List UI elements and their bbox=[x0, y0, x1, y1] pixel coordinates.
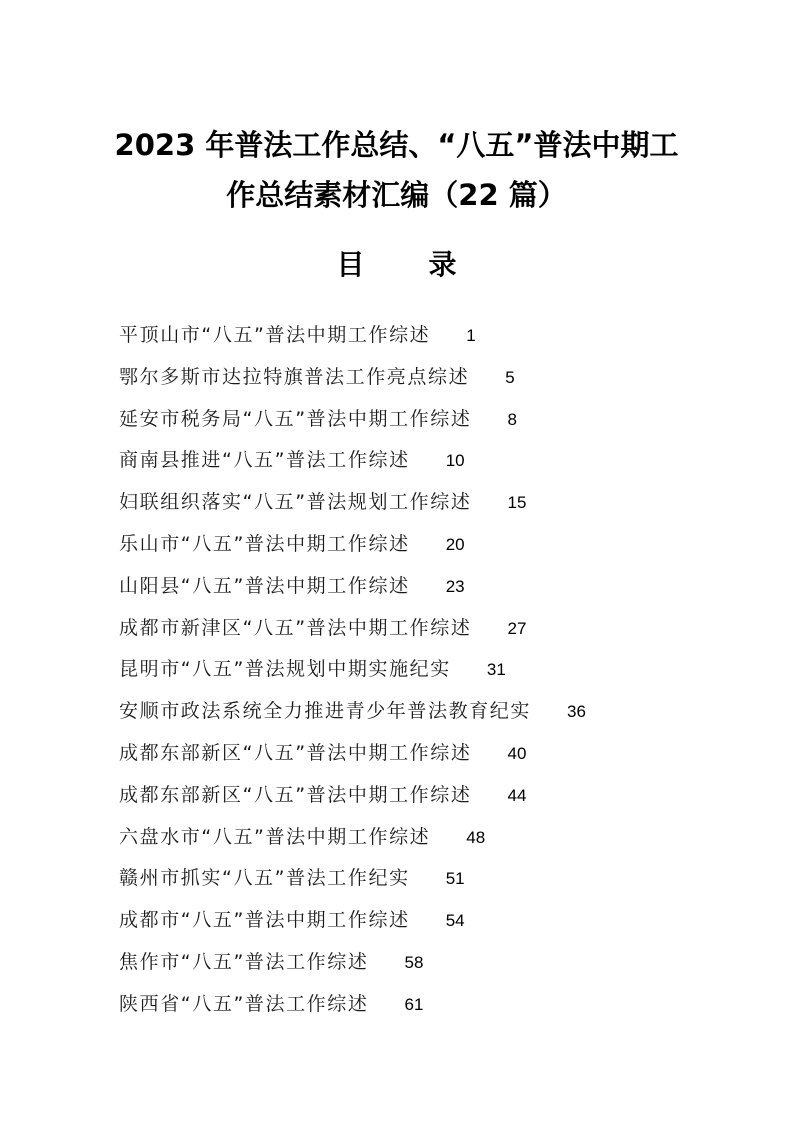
toc-entry-title: 乐山市“八五”普法中期工作综述 bbox=[119, 532, 410, 555]
toc-entry-page: 44 bbox=[507, 785, 527, 805]
toc-entry-title: 成都市“八五”普法中期工作综述 bbox=[119, 909, 410, 932]
toc-entry[interactable] bbox=[119, 443, 759, 485]
toc-entry[interactable] bbox=[119, 694, 759, 736]
toc-entry-title: 陕西省“八五”普法工作综述 bbox=[119, 992, 369, 1015]
toc-entry-title: 妇联组织落实“八五”普法规划工作综述 bbox=[119, 491, 472, 514]
toc-entry[interactable] bbox=[119, 652, 759, 694]
toc-entry[interactable] bbox=[119, 903, 759, 945]
toc-entry-page: 48 bbox=[466, 827, 486, 847]
toc-entry[interactable] bbox=[119, 569, 759, 611]
toc-entry-page: 54 bbox=[445, 911, 465, 931]
toc-entry-page: 31 bbox=[486, 660, 506, 680]
toc-entry[interactable] bbox=[119, 318, 759, 360]
toc-entry[interactable] bbox=[119, 945, 759, 987]
toc-entry-page: 23 bbox=[445, 576, 465, 596]
toc-entry[interactable] bbox=[119, 485, 759, 527]
toc-entry-title: 成都东部新区“八五”普法中期工作综述 bbox=[119, 741, 472, 764]
toc-entry-page: 20 bbox=[445, 534, 465, 554]
toc-entry-title: 平顶山市“八五”普法中期工作综述 bbox=[119, 324, 431, 346]
table-of-contents bbox=[119, 318, 759, 1029]
toc-entry-page: 58 bbox=[404, 952, 424, 972]
toc-entry-page: 1 bbox=[466, 326, 476, 345]
toc-entry-page: 15 bbox=[507, 493, 527, 513]
toc-entry-page: 8 bbox=[507, 409, 517, 429]
toc-heading: 目录 bbox=[336, 248, 521, 281]
toc-entry-title: 商南县推进“八五”普法工作综述 bbox=[119, 449, 410, 472]
toc-entry-page: 61 bbox=[404, 994, 424, 1014]
toc-entry-title: 鄂尔多斯市达拉特旗普法工作亮点综述 bbox=[119, 365, 470, 388]
toc-entry-title: 成都东部新区“八五”普法中期工作综述 bbox=[119, 783, 472, 806]
toc-entry[interactable] bbox=[119, 736, 759, 778]
toc-entry-title: 山阳县“八五”普法中期工作综述 bbox=[119, 574, 410, 597]
toc-entry-title: 六盘水市“八五”普法中期工作综述 bbox=[119, 825, 431, 848]
toc-entry[interactable] bbox=[119, 611, 759, 653]
toc-entry[interactable] bbox=[119, 778, 759, 820]
toc-entry-page: 40 bbox=[507, 743, 527, 763]
toc-entry-page: 10 bbox=[445, 451, 465, 471]
document-title-line-1: 2023 年普法工作总结、“八五”普法中期工 bbox=[114, 128, 679, 162]
toc-entry-title: 焦作市“八五”普法工作综述 bbox=[119, 950, 369, 973]
toc-entry[interactable] bbox=[119, 861, 759, 903]
toc-entry-title: 延安市税务局“八五”普法中期工作综述 bbox=[119, 407, 472, 430]
toc-entry-title: 成都市新津区“八五”普法中期工作综述 bbox=[119, 616, 472, 639]
toc-entry-page: 51 bbox=[445, 869, 465, 889]
toc-entry-title: 安顺市政法系统全力推进青少年普法教育纪实 bbox=[119, 700, 532, 723]
toc-entry-page: 27 bbox=[507, 618, 527, 638]
toc-entry-page: 36 bbox=[567, 702, 586, 722]
toc-entry[interactable] bbox=[119, 402, 759, 444]
toc-entry[interactable] bbox=[119, 820, 759, 862]
toc-entry-title: 赣州市抓实“八五”普法工作纪实 bbox=[119, 867, 410, 890]
toc-entry-title: 昆明市“八五”普法规划中期实施纪实 bbox=[119, 658, 451, 681]
document-title-line-2: 作总结素材汇编（22 篇） bbox=[226, 178, 567, 212]
toc-entry[interactable] bbox=[119, 360, 759, 402]
toc-entry[interactable] bbox=[119, 987, 759, 1029]
toc-entry-page: 5 bbox=[505, 367, 515, 387]
toc-entry[interactable] bbox=[119, 527, 759, 569]
